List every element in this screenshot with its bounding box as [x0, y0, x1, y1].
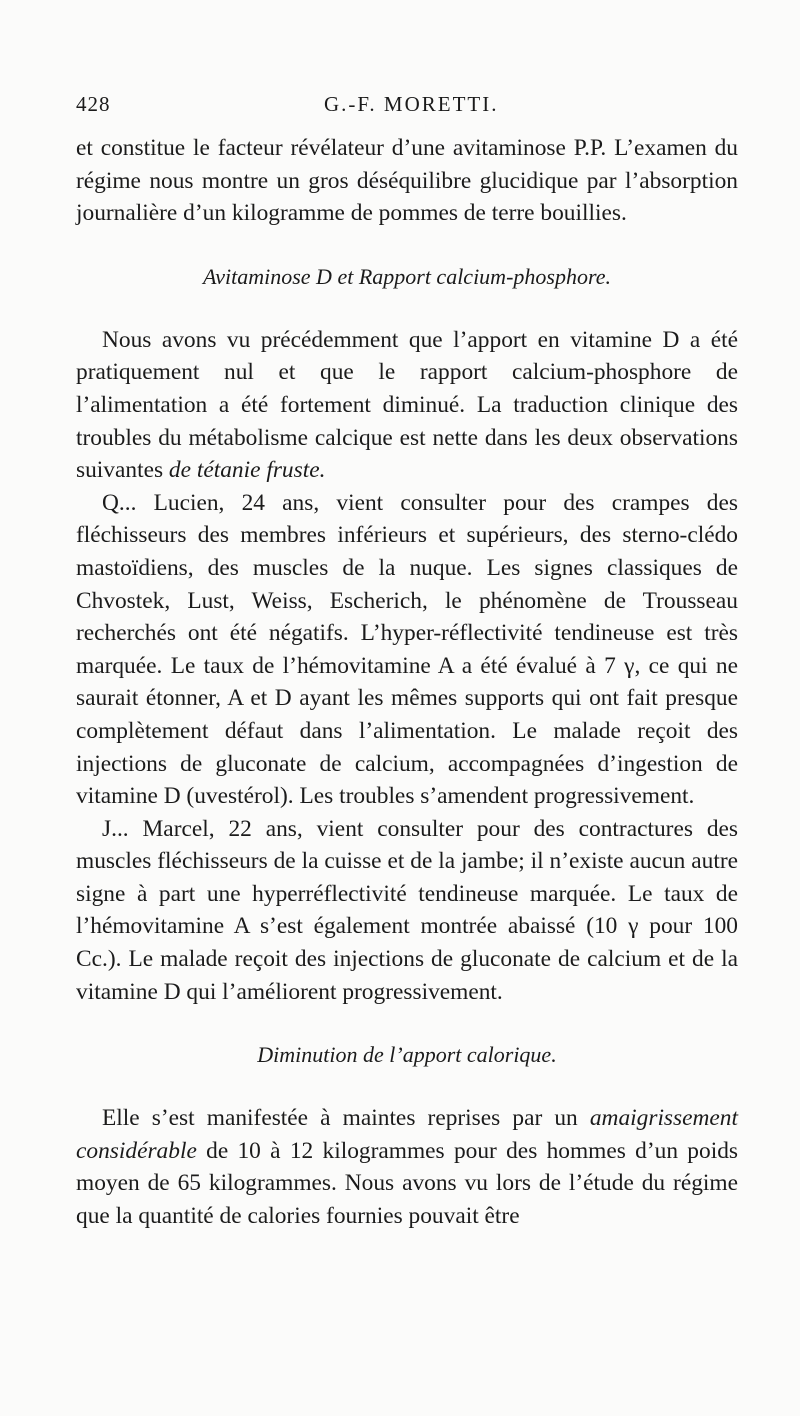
section-heading-vitamin-d: Avitaminose D et Rapport calcium-phosphore. — [203, 263, 611, 289]
page-number: 428 — [76, 92, 111, 116]
case-lucien: Q... Lucien, 24 ans, vient consulter pour des crampes des fléchisseurs des membres inférieurs et supérieurs, des sterno-clédo mastoïdiens, des muscles de la nuque. Les signes classiques de Chvostek, Lust, Weiss, Escherich, le phénomène de Trousseau recherchés ont été négatifs. L’hyper-réflectivité tendineuse est très marquée. Le taux de l’hémovitamine A a été évalué à 7 γ, ce qui ne saurait étonner, A et D ayant les mêmes supports qui ont fait presque complètement défaut dans l’alimentation. Le malade reçoit des injections de gluconate de calcium, accompagnées d’ingestion de vitamine D (uvestérol). Les troubles s’amendent progressivement. — [76, 489, 738, 810]
paragraph-calories-start: Elle s’est manifestée à maintes reprises par un — [102, 1105, 590, 1132]
case-marcel: J... Marcel, 22 ans, vient consulter pour des contractures des muscles fléchisseurs de la cuisse et de la jambe; il n’existe aucun autre signe à part une hyperréflectivité tendineuse marquée. Le taux de l’hémovitamine A s’est également montrée abaissé (10 γ pour 100 Cc.). Le malade reçoit des injections de gluconate de calcium et de la vitamine D qui l’améliorent progressivement. — [76, 815, 738, 1005]
paragraph-calories-end: de 10 à 12 kilogrammes pour des hommes d’un poids moyen de 65 kilogrammes. Nous avons vu lors de l’étude du régime que la quantité de calories fournies pouvait être — [76, 1137, 738, 1230]
paragraph-intro: et constitue le facteur révélateur d’une avitaminose P.P. L’examen du régime nous montre un gros déséquilibre glucidique par l’absorption journalière d’un kilogramme de pommes de terre bouillies. — [76, 135, 738, 227]
paragraph-vitamin-d-italic: de tétanie fruste. — [168, 457, 326, 484]
paragraph-vitamin-d-text: Nous avons vu précédemment que l’apport en vitamine D a été pratiquement nul et que le rapport calcium-phosphore de l’alimentation a été fortement diminué. La traduction clinique des troubles du métabolisme calcique est nette dans les deux observations suivantes — [76, 326, 738, 484]
running-head — [76, 92, 738, 132]
paragraph-vitamin-d — [76, 324, 738, 487]
author-header: G.-F. MORETTI. — [324, 92, 499, 116]
paragraph-calories — [76, 1102, 738, 1232]
section-heading-calories: Diminution de l’apport calorique. — [257, 1042, 557, 1068]
paragraph-calories-italic: amaigrissement considérable — [76, 1105, 738, 1164]
page-body — [76, 92, 738, 1233]
